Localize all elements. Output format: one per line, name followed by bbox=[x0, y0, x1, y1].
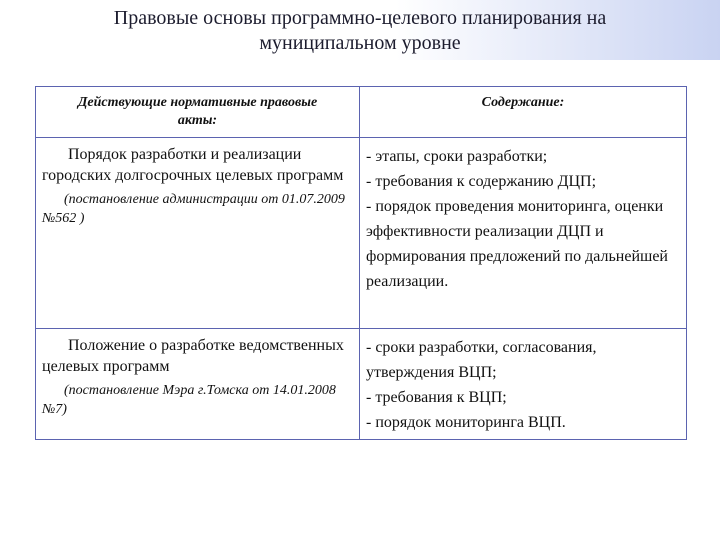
table-row-1-acts bbox=[42, 144, 356, 228]
table-row-2-content bbox=[366, 335, 684, 435]
title-line-2: муниципальном уровне bbox=[259, 32, 461, 54]
content-item: - этапы, сроки разработки; bbox=[366, 148, 548, 165]
column-divider bbox=[359, 87, 360, 439]
title-line-1: Правовые основы программно-целевого планирования на bbox=[113, 7, 607, 29]
content-item: - требования к содержанию ДЦП; bbox=[366, 173, 597, 190]
act-note: (постановление Мэра г.Томска от 14.01.2008 №7) bbox=[42, 383, 336, 417]
content-item: - сроки разработки, согласования, утверждения ВЦП; bbox=[366, 339, 597, 381]
header-acts bbox=[36, 94, 359, 130]
header-content-label: Содержание: bbox=[481, 95, 565, 110]
act-note: (постановление администрации от 01.07.2009 №562 ) bbox=[42, 192, 345, 226]
slide-title bbox=[0, 6, 720, 56]
header-content bbox=[360, 94, 686, 112]
table-row-1-content bbox=[366, 144, 684, 294]
content-item: - требования к ВЦП; bbox=[366, 389, 507, 406]
header-acts-label: Действующие нормативные правовые акты: bbox=[77, 95, 318, 128]
act-title: Положение о разработке ведомственных целевых программ bbox=[42, 337, 344, 375]
legal-acts-table bbox=[35, 86, 687, 440]
act-title: Порядок разработки и реализации городских долгосрочных целевых программ bbox=[42, 146, 344, 184]
row-divider bbox=[36, 328, 686, 329]
table-row-2-acts bbox=[42, 335, 356, 419]
content-item: - порядок проведения мониторинга, оценки эффективности реализации ДЦП и формирования предложений по дальнейшей реализации. bbox=[366, 198, 668, 290]
header-divider bbox=[36, 137, 686, 138]
content-item: - порядок мониторинга ВЦП. bbox=[366, 414, 566, 431]
